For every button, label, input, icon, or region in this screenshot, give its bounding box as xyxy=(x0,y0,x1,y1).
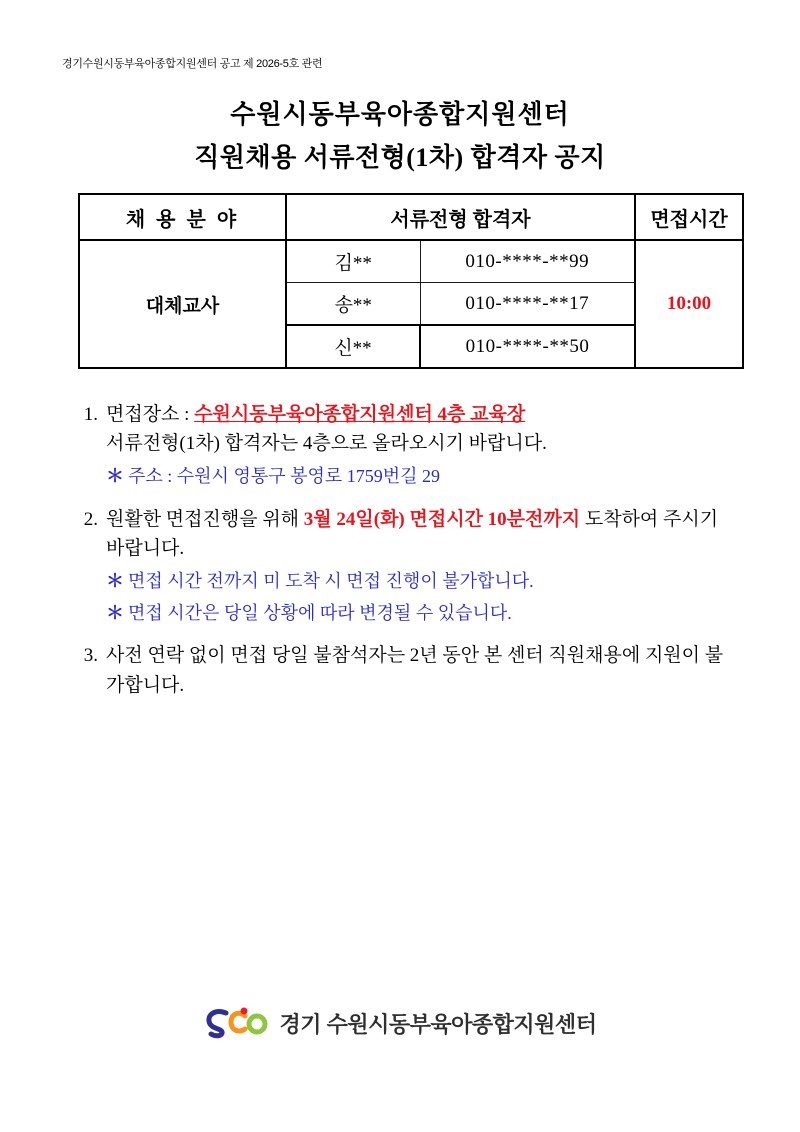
note-number: 2. xyxy=(83,508,98,530)
asterisk-icon: ＊ xyxy=(106,465,124,486)
note-number: 3. xyxy=(83,645,98,667)
cell-phone: 010-****-**17 xyxy=(420,283,635,326)
sco-logo-icon xyxy=(204,1005,270,1041)
note-1-line2: 서류전형(1차) 합격자는 4층으로 올라오시기 바랍니다. xyxy=(106,433,547,455)
header-interview-time: 면접시간 xyxy=(635,194,743,240)
note-number: 1. xyxy=(83,404,98,425)
note-item-2 xyxy=(70,505,740,628)
cell-name: 김** xyxy=(286,240,420,283)
cell-name: 송** xyxy=(286,283,420,326)
asterisk-icon: ＊ xyxy=(106,602,124,623)
note-1-highlight: 수원시동부육아종합지원센터 4층 교육장 xyxy=(194,404,526,425)
note-sub-text: 면접 시간은 당일 상황에 따라 변경될 수 있습니다. xyxy=(128,602,512,623)
table-header-row xyxy=(79,194,743,240)
logo-row xyxy=(204,1005,597,1041)
notes-list xyxy=(70,400,740,714)
cell-name: 신** xyxy=(286,325,420,368)
note-1-lead: 면접장소 : xyxy=(106,404,195,425)
note-sub-line xyxy=(106,463,740,491)
cell-interview-time: 10:00 xyxy=(635,240,743,368)
title-line-2: 직원채용 서류전형(1차) 합격자 공지 xyxy=(194,143,606,172)
note-body xyxy=(106,505,740,628)
table-row xyxy=(79,240,743,283)
cell-phone: 010-****-**99 xyxy=(420,240,635,283)
reference-line: 경기수원시동부육아종합지원센터 공고 제 2026-5호 관련 xyxy=(62,58,323,70)
title-line-1: 수원시동부육아종합지원센터 xyxy=(230,100,570,129)
note-item-1 xyxy=(70,400,740,491)
note-sub-text: 면접 시간 전까지 미 도착 시 면접 진행이 불가합니다. xyxy=(128,570,534,591)
note-item-3 xyxy=(70,641,740,700)
cell-field-value: 대체교사 xyxy=(79,240,286,368)
cell-phone: 010-****-**50 xyxy=(420,325,635,368)
page-title xyxy=(0,95,800,177)
note-2-lead: 원활한 면접진행을 위해 xyxy=(106,508,304,530)
note-2-tail: 도착하여 주시기 바랍니다. xyxy=(106,508,719,560)
note-sub-line xyxy=(106,568,740,596)
passers-table xyxy=(78,193,744,369)
note-body: 사전 연락 없이 면접 당일 불참석자는 2년 동안 본 센터 직원채용에 지원이 불가합니다. xyxy=(106,645,724,696)
note-sub-text: 주소 : 수원시 영통구 봉영로 1759번길 29 xyxy=(128,465,441,486)
note-1-subs xyxy=(106,463,740,491)
header-passers: 서류전형 합격자 xyxy=(286,194,635,240)
footer-logo xyxy=(0,1005,800,1046)
note-2-highlight: 3월 24일(화) 면접시간 10분전까지 xyxy=(303,508,581,530)
note-sub-line xyxy=(106,600,740,628)
asterisk-icon: ＊ xyxy=(106,570,124,591)
logo-text: 경기 수원시동부육아종합지원센터 xyxy=(279,1011,597,1037)
note-2-subs xyxy=(106,568,740,628)
note-body xyxy=(106,400,740,491)
header-field: 채 용 분 야 xyxy=(79,194,286,240)
